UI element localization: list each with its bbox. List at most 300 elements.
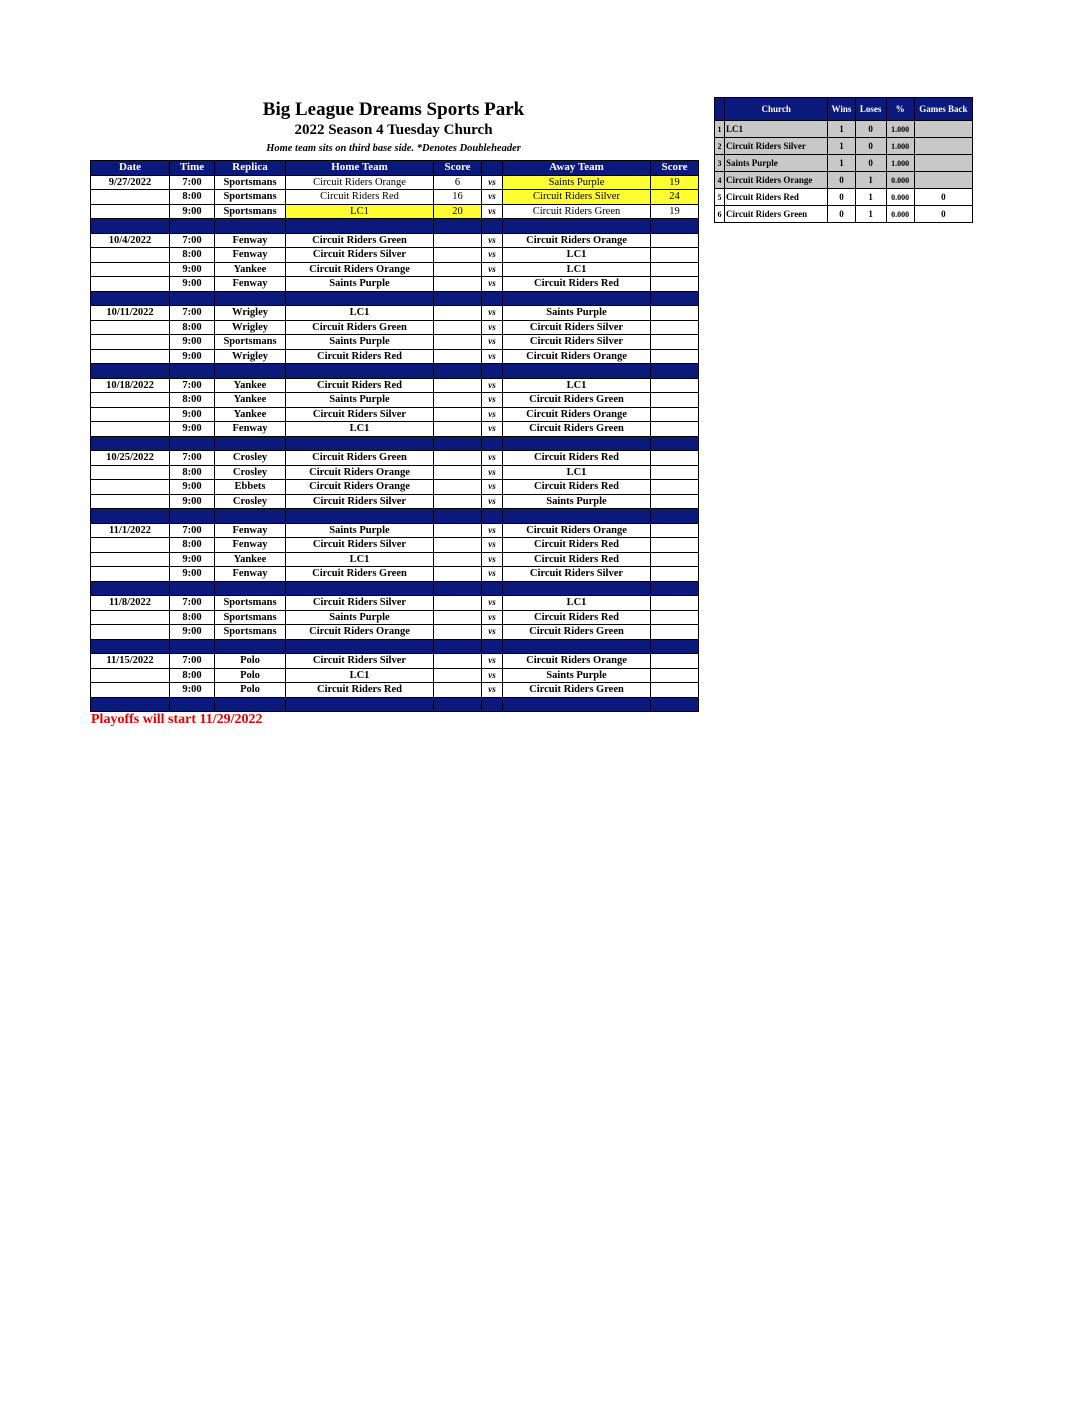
- vs-label: vs: [482, 306, 503, 321]
- separator-cell: [434, 291, 482, 306]
- home-score: [434, 683, 482, 698]
- table-row: [91, 378, 699, 393]
- separator-cell: [503, 639, 651, 654]
- table-row: [91, 552, 699, 567]
- away-score: [651, 480, 699, 495]
- separator-cell: [286, 639, 434, 654]
- standings-team: LC1: [725, 121, 828, 138]
- separator-cell: [170, 509, 215, 524]
- game-time: 9:00: [170, 625, 215, 640]
- home-score: [434, 407, 482, 422]
- game-date: [91, 190, 170, 205]
- home-team: Circuit Riders Silver: [286, 494, 434, 509]
- away-team: LC1: [503, 262, 651, 277]
- away-score: [651, 567, 699, 582]
- page-title: Big League Dreams Sports Park: [262, 99, 525, 120]
- table-row: [91, 654, 699, 669]
- separator-cell: [170, 436, 215, 451]
- game-date: [91, 335, 170, 350]
- separator-cell: [91, 219, 170, 234]
- game-time: 7:00: [170, 306, 215, 321]
- separator-cell: [91, 697, 170, 712]
- away-score: [651, 320, 699, 335]
- vs-label: vs: [482, 204, 503, 219]
- game-date: [91, 538, 170, 553]
- home-score: [434, 552, 482, 567]
- table-row: [91, 277, 699, 292]
- col-vs: [482, 161, 503, 176]
- standings-wins: 0: [828, 189, 855, 206]
- game-time: 8:00: [170, 668, 215, 683]
- game-date: [91, 625, 170, 640]
- away-team: Circuit Riders Red: [503, 538, 651, 553]
- away-score: [651, 538, 699, 553]
- home-score: [434, 262, 482, 277]
- table-row: [91, 335, 699, 350]
- separator-cell: [482, 219, 503, 234]
- standings-team: Circuit Riders Red: [725, 189, 828, 206]
- game-date: [91, 480, 170, 495]
- page-subtitle: 2022 Season 4 Tuesday Church: [294, 122, 493, 138]
- standings-pct: 0.000: [886, 189, 914, 206]
- game-time: 9:00: [170, 349, 215, 364]
- game-date: [91, 320, 170, 335]
- game-time: 9:00: [170, 407, 215, 422]
- game-field: Sportsmans: [215, 190, 286, 205]
- home-team: Circuit Riders Orange: [286, 465, 434, 480]
- vs-label: vs: [482, 451, 503, 466]
- standings-rank: 4: [715, 172, 725, 189]
- away-team: Circuit Riders Orange: [503, 654, 651, 669]
- separator-cell: [286, 509, 434, 524]
- standings-team: Circuit Riders Silver: [725, 138, 828, 155]
- table-row: [91, 451, 699, 466]
- home-team: Circuit Riders Silver: [286, 538, 434, 553]
- game-date: [91, 552, 170, 567]
- home-team: Circuit Riders Orange: [286, 175, 434, 190]
- away-team: LC1: [503, 378, 651, 393]
- table-row: [91, 683, 699, 698]
- separator-cell: [170, 291, 215, 306]
- vs-label: vs: [482, 538, 503, 553]
- away-score: 19: [651, 204, 699, 219]
- away-score: [651, 683, 699, 698]
- vs-label: vs: [482, 480, 503, 495]
- playoffs-notice: Playoffs will start 11/29/2022: [91, 712, 263, 727]
- standings-rank: 1: [715, 121, 725, 138]
- game-time: 7:00: [170, 233, 215, 248]
- separator-cell: [482, 581, 503, 596]
- separator-cell: [286, 291, 434, 306]
- away-team: Saints Purple: [503, 306, 651, 321]
- home-team: Saints Purple: [286, 393, 434, 408]
- away-team: Circuit Riders Red: [503, 277, 651, 292]
- separator-cell: [215, 364, 286, 379]
- week-separator: [91, 697, 699, 712]
- game-field: Yankee: [215, 552, 286, 567]
- game-date: [91, 668, 170, 683]
- home-team: Circuit Riders Red: [286, 683, 434, 698]
- separator-cell: [170, 364, 215, 379]
- table-row: [91, 480, 699, 495]
- home-team: Circuit Riders Green: [286, 233, 434, 248]
- home-score: [434, 668, 482, 683]
- game-date: 10/25/2022: [91, 451, 170, 466]
- vs-label: vs: [482, 320, 503, 335]
- home-score: [434, 654, 482, 669]
- home-score: [434, 523, 482, 538]
- away-score: [651, 465, 699, 480]
- separator-cell: [91, 436, 170, 451]
- vs-label: vs: [482, 610, 503, 625]
- away-team: Circuit Riders Silver: [503, 567, 651, 582]
- away-score: [651, 306, 699, 321]
- home-score: 20: [434, 204, 482, 219]
- away-team: Saints Purple: [503, 668, 651, 683]
- week-separator: [91, 436, 699, 451]
- game-time: 7:00: [170, 523, 215, 538]
- away-team: Circuit Riders Orange: [503, 233, 651, 248]
- standings-col-wins: Wins: [828, 98, 855, 121]
- col-time: Time: [170, 161, 215, 176]
- home-team: Circuit Riders Red: [286, 190, 434, 205]
- home-score: [434, 422, 482, 437]
- home-score: 16: [434, 190, 482, 205]
- separator-cell: [286, 364, 434, 379]
- col-away-team: Away Team: [503, 161, 651, 176]
- game-date: [91, 567, 170, 582]
- home-team: Circuit Riders Silver: [286, 654, 434, 669]
- away-score: [651, 393, 699, 408]
- away-team: Saints Purple: [503, 494, 651, 509]
- game-field: Polo: [215, 654, 286, 669]
- away-score: [651, 610, 699, 625]
- away-score: [651, 407, 699, 422]
- game-time: 8:00: [170, 393, 215, 408]
- standings-pct: 0.000: [886, 206, 914, 223]
- away-team: Saints Purple: [503, 175, 651, 190]
- home-score: [434, 451, 482, 466]
- vs-label: vs: [482, 523, 503, 538]
- away-team: LC1: [503, 248, 651, 263]
- separator-cell: [215, 509, 286, 524]
- away-score: [651, 233, 699, 248]
- home-score: [434, 596, 482, 611]
- separator-cell: [503, 697, 651, 712]
- standings-wins: 0: [828, 172, 855, 189]
- standings-table: [714, 97, 973, 223]
- standings-col-pct: %: [886, 98, 914, 121]
- game-date: [91, 494, 170, 509]
- separator-cell: [503, 436, 651, 451]
- home-team: Saints Purple: [286, 277, 434, 292]
- standings-header-row: [715, 98, 973, 121]
- standings-loses: 1: [855, 206, 886, 223]
- standings-pct: 0.000: [886, 172, 914, 189]
- home-score: [434, 480, 482, 495]
- separator-cell: [651, 639, 699, 654]
- game-field: Polo: [215, 683, 286, 698]
- vs-label: vs: [482, 465, 503, 480]
- home-team: Saints Purple: [286, 523, 434, 538]
- game-time: 8:00: [170, 248, 215, 263]
- game-time: 7:00: [170, 175, 215, 190]
- separator-cell: [482, 291, 503, 306]
- standings-wins: 1: [828, 138, 855, 155]
- game-time: 9:00: [170, 494, 215, 509]
- vs-label: vs: [482, 422, 503, 437]
- standings-loses: 0: [855, 121, 886, 138]
- home-team: Circuit Riders Silver: [286, 407, 434, 422]
- home-team: LC1: [286, 422, 434, 437]
- game-date: 11/1/2022: [91, 523, 170, 538]
- separator-cell: [434, 697, 482, 712]
- table-row: [91, 523, 699, 538]
- home-score: [434, 610, 482, 625]
- separator-cell: [215, 219, 286, 234]
- game-field: Fenway: [215, 567, 286, 582]
- game-time: 8:00: [170, 465, 215, 480]
- vs-label: vs: [482, 494, 503, 509]
- game-field: Sportsmans: [215, 335, 286, 350]
- game-date: 11/15/2022: [91, 654, 170, 669]
- away-score: [651, 277, 699, 292]
- away-score: [651, 494, 699, 509]
- game-field: Fenway: [215, 422, 286, 437]
- separator-cell: [503, 364, 651, 379]
- col-replica: Replica: [215, 161, 286, 176]
- away-score: [651, 596, 699, 611]
- game-field: Fenway: [215, 523, 286, 538]
- away-score: 24: [651, 190, 699, 205]
- table-row: [91, 668, 699, 683]
- separator-cell: [91, 581, 170, 596]
- standings-body: [715, 121, 973, 223]
- game-time: 9:00: [170, 262, 215, 277]
- game-date: 9/27/2022: [91, 175, 170, 190]
- game-time: 9:00: [170, 552, 215, 567]
- home-score: [434, 465, 482, 480]
- schedule-header-row: [91, 161, 699, 176]
- game-time: 8:00: [170, 538, 215, 553]
- game-time: 9:00: [170, 567, 215, 582]
- standings-loses: 0: [855, 138, 886, 155]
- away-score: [651, 335, 699, 350]
- game-time: 8:00: [170, 190, 215, 205]
- game-time: 9:00: [170, 683, 215, 698]
- table-row: [91, 248, 699, 263]
- game-field: Fenway: [215, 233, 286, 248]
- table-row: [91, 610, 699, 625]
- separator-cell: [434, 364, 482, 379]
- home-score: [434, 320, 482, 335]
- away-team: Circuit Riders Red: [503, 480, 651, 495]
- home-team: Circuit Riders Red: [286, 378, 434, 393]
- away-team: Circuit Riders Silver: [503, 320, 651, 335]
- table-row: [91, 494, 699, 509]
- vs-label: vs: [482, 683, 503, 698]
- game-field: Sportsmans: [215, 625, 286, 640]
- away-score: [651, 523, 699, 538]
- standings-rank: 2: [715, 138, 725, 155]
- table-row: [91, 262, 699, 277]
- table-row: [91, 422, 699, 437]
- schedule-body: [91, 175, 699, 712]
- separator-cell: [482, 509, 503, 524]
- home-score: [434, 393, 482, 408]
- game-field: Wrigley: [215, 349, 286, 364]
- week-separator: [91, 581, 699, 596]
- home-score: [434, 277, 482, 292]
- separator-cell: [503, 581, 651, 596]
- game-date: 11/8/2022: [91, 596, 170, 611]
- week-separator: [91, 291, 699, 306]
- table-row: [91, 407, 699, 422]
- separator-cell: [482, 364, 503, 379]
- home-team: Circuit Riders Green: [286, 451, 434, 466]
- standings-wins: 0: [828, 206, 855, 223]
- separator-cell: [286, 219, 434, 234]
- home-team: LC1: [286, 668, 434, 683]
- standings-rank: 6: [715, 206, 725, 223]
- away-team: Circuit Riders Red: [503, 610, 651, 625]
- game-date: 10/11/2022: [91, 306, 170, 321]
- table-row: [91, 596, 699, 611]
- game-date: [91, 349, 170, 364]
- away-team: Circuit Riders Orange: [503, 523, 651, 538]
- separator-cell: [215, 291, 286, 306]
- game-field: Yankee: [215, 378, 286, 393]
- standings-row: [715, 138, 973, 155]
- game-date: [91, 277, 170, 292]
- game-field: Yankee: [215, 262, 286, 277]
- game-field: Ebbets: [215, 480, 286, 495]
- home-score: [434, 306, 482, 321]
- separator-cell: [651, 364, 699, 379]
- game-date: [91, 465, 170, 480]
- home-score: [434, 233, 482, 248]
- vs-label: vs: [482, 248, 503, 263]
- separator-cell: [651, 219, 699, 234]
- standings-team: Circuit Riders Green: [725, 206, 828, 223]
- home-score: 6: [434, 175, 482, 190]
- standings-games-back: [914, 138, 972, 155]
- home-team: Circuit Riders Orange: [286, 625, 434, 640]
- home-team: Circuit Riders Orange: [286, 480, 434, 495]
- table-row: [91, 567, 699, 582]
- home-score: [434, 335, 482, 350]
- game-time: 7:00: [170, 378, 215, 393]
- home-score: [434, 248, 482, 263]
- game-time: 9:00: [170, 422, 215, 437]
- game-field: Crosley: [215, 494, 286, 509]
- vs-label: vs: [482, 335, 503, 350]
- table-row: [91, 393, 699, 408]
- home-score: [434, 567, 482, 582]
- away-score: [651, 654, 699, 669]
- game-time: 8:00: [170, 320, 215, 335]
- standings-col-loses: Loses: [855, 98, 886, 121]
- game-date: [91, 683, 170, 698]
- away-score: [651, 248, 699, 263]
- table-row: [91, 175, 699, 190]
- standings-col-games-back: Games Back: [914, 98, 972, 121]
- table-row: [91, 204, 699, 219]
- standings-row: [715, 172, 973, 189]
- away-team: Circuit Riders Red: [503, 451, 651, 466]
- away-team: Circuit Riders Green: [503, 204, 651, 219]
- game-field: Yankee: [215, 407, 286, 422]
- col-date: Date: [91, 161, 170, 176]
- vs-label: vs: [482, 654, 503, 669]
- home-team: Circuit Riders Green: [286, 320, 434, 335]
- away-score: [651, 262, 699, 277]
- separator-cell: [651, 581, 699, 596]
- table-row: [91, 233, 699, 248]
- table-row: [91, 538, 699, 553]
- separator-cell: [170, 581, 215, 596]
- away-team: Circuit Riders Red: [503, 552, 651, 567]
- away-team: LC1: [503, 596, 651, 611]
- table-row: [91, 306, 699, 321]
- standings-row: [715, 155, 973, 172]
- away-team: Circuit Riders Green: [503, 683, 651, 698]
- home-team: Circuit Riders Silver: [286, 248, 434, 263]
- vs-label: vs: [482, 190, 503, 205]
- standings-games-back: [914, 172, 972, 189]
- separator-cell: [503, 291, 651, 306]
- home-team: Saints Purple: [286, 610, 434, 625]
- week-separator: [91, 509, 699, 524]
- game-field: Crosley: [215, 451, 286, 466]
- standings-team: Saints Purple: [725, 155, 828, 172]
- table-row: [91, 465, 699, 480]
- vs-label: vs: [482, 277, 503, 292]
- away-score: [651, 625, 699, 640]
- schedule-table: [90, 160, 699, 712]
- game-time: 9:00: [170, 204, 215, 219]
- vs-label: vs: [482, 596, 503, 611]
- game-field: Crosley: [215, 465, 286, 480]
- separator-cell: [482, 436, 503, 451]
- game-date: [91, 407, 170, 422]
- away-score: [651, 349, 699, 364]
- separator-cell: [215, 436, 286, 451]
- home-team: Circuit Riders Silver: [286, 596, 434, 611]
- home-score: [434, 538, 482, 553]
- separator-cell: [434, 219, 482, 234]
- game-field: Wrigley: [215, 306, 286, 321]
- separator-cell: [215, 697, 286, 712]
- game-field: Wrigley: [215, 320, 286, 335]
- game-time: 8:00: [170, 610, 215, 625]
- separator-cell: [286, 436, 434, 451]
- separator-cell: [434, 639, 482, 654]
- separator-cell: [215, 581, 286, 596]
- standings-games-back: 0: [914, 189, 972, 206]
- away-team: LC1: [503, 465, 651, 480]
- standings-team: Circuit Riders Orange: [725, 172, 828, 189]
- game-field: Sportsmans: [215, 175, 286, 190]
- standings-row: [715, 189, 973, 206]
- standings-loses: 1: [855, 189, 886, 206]
- away-score: [651, 451, 699, 466]
- separator-cell: [651, 509, 699, 524]
- game-date: [91, 610, 170, 625]
- table-row: [91, 320, 699, 335]
- col-home-score: Score: [434, 161, 482, 176]
- away-team: Circuit Riders Green: [503, 422, 651, 437]
